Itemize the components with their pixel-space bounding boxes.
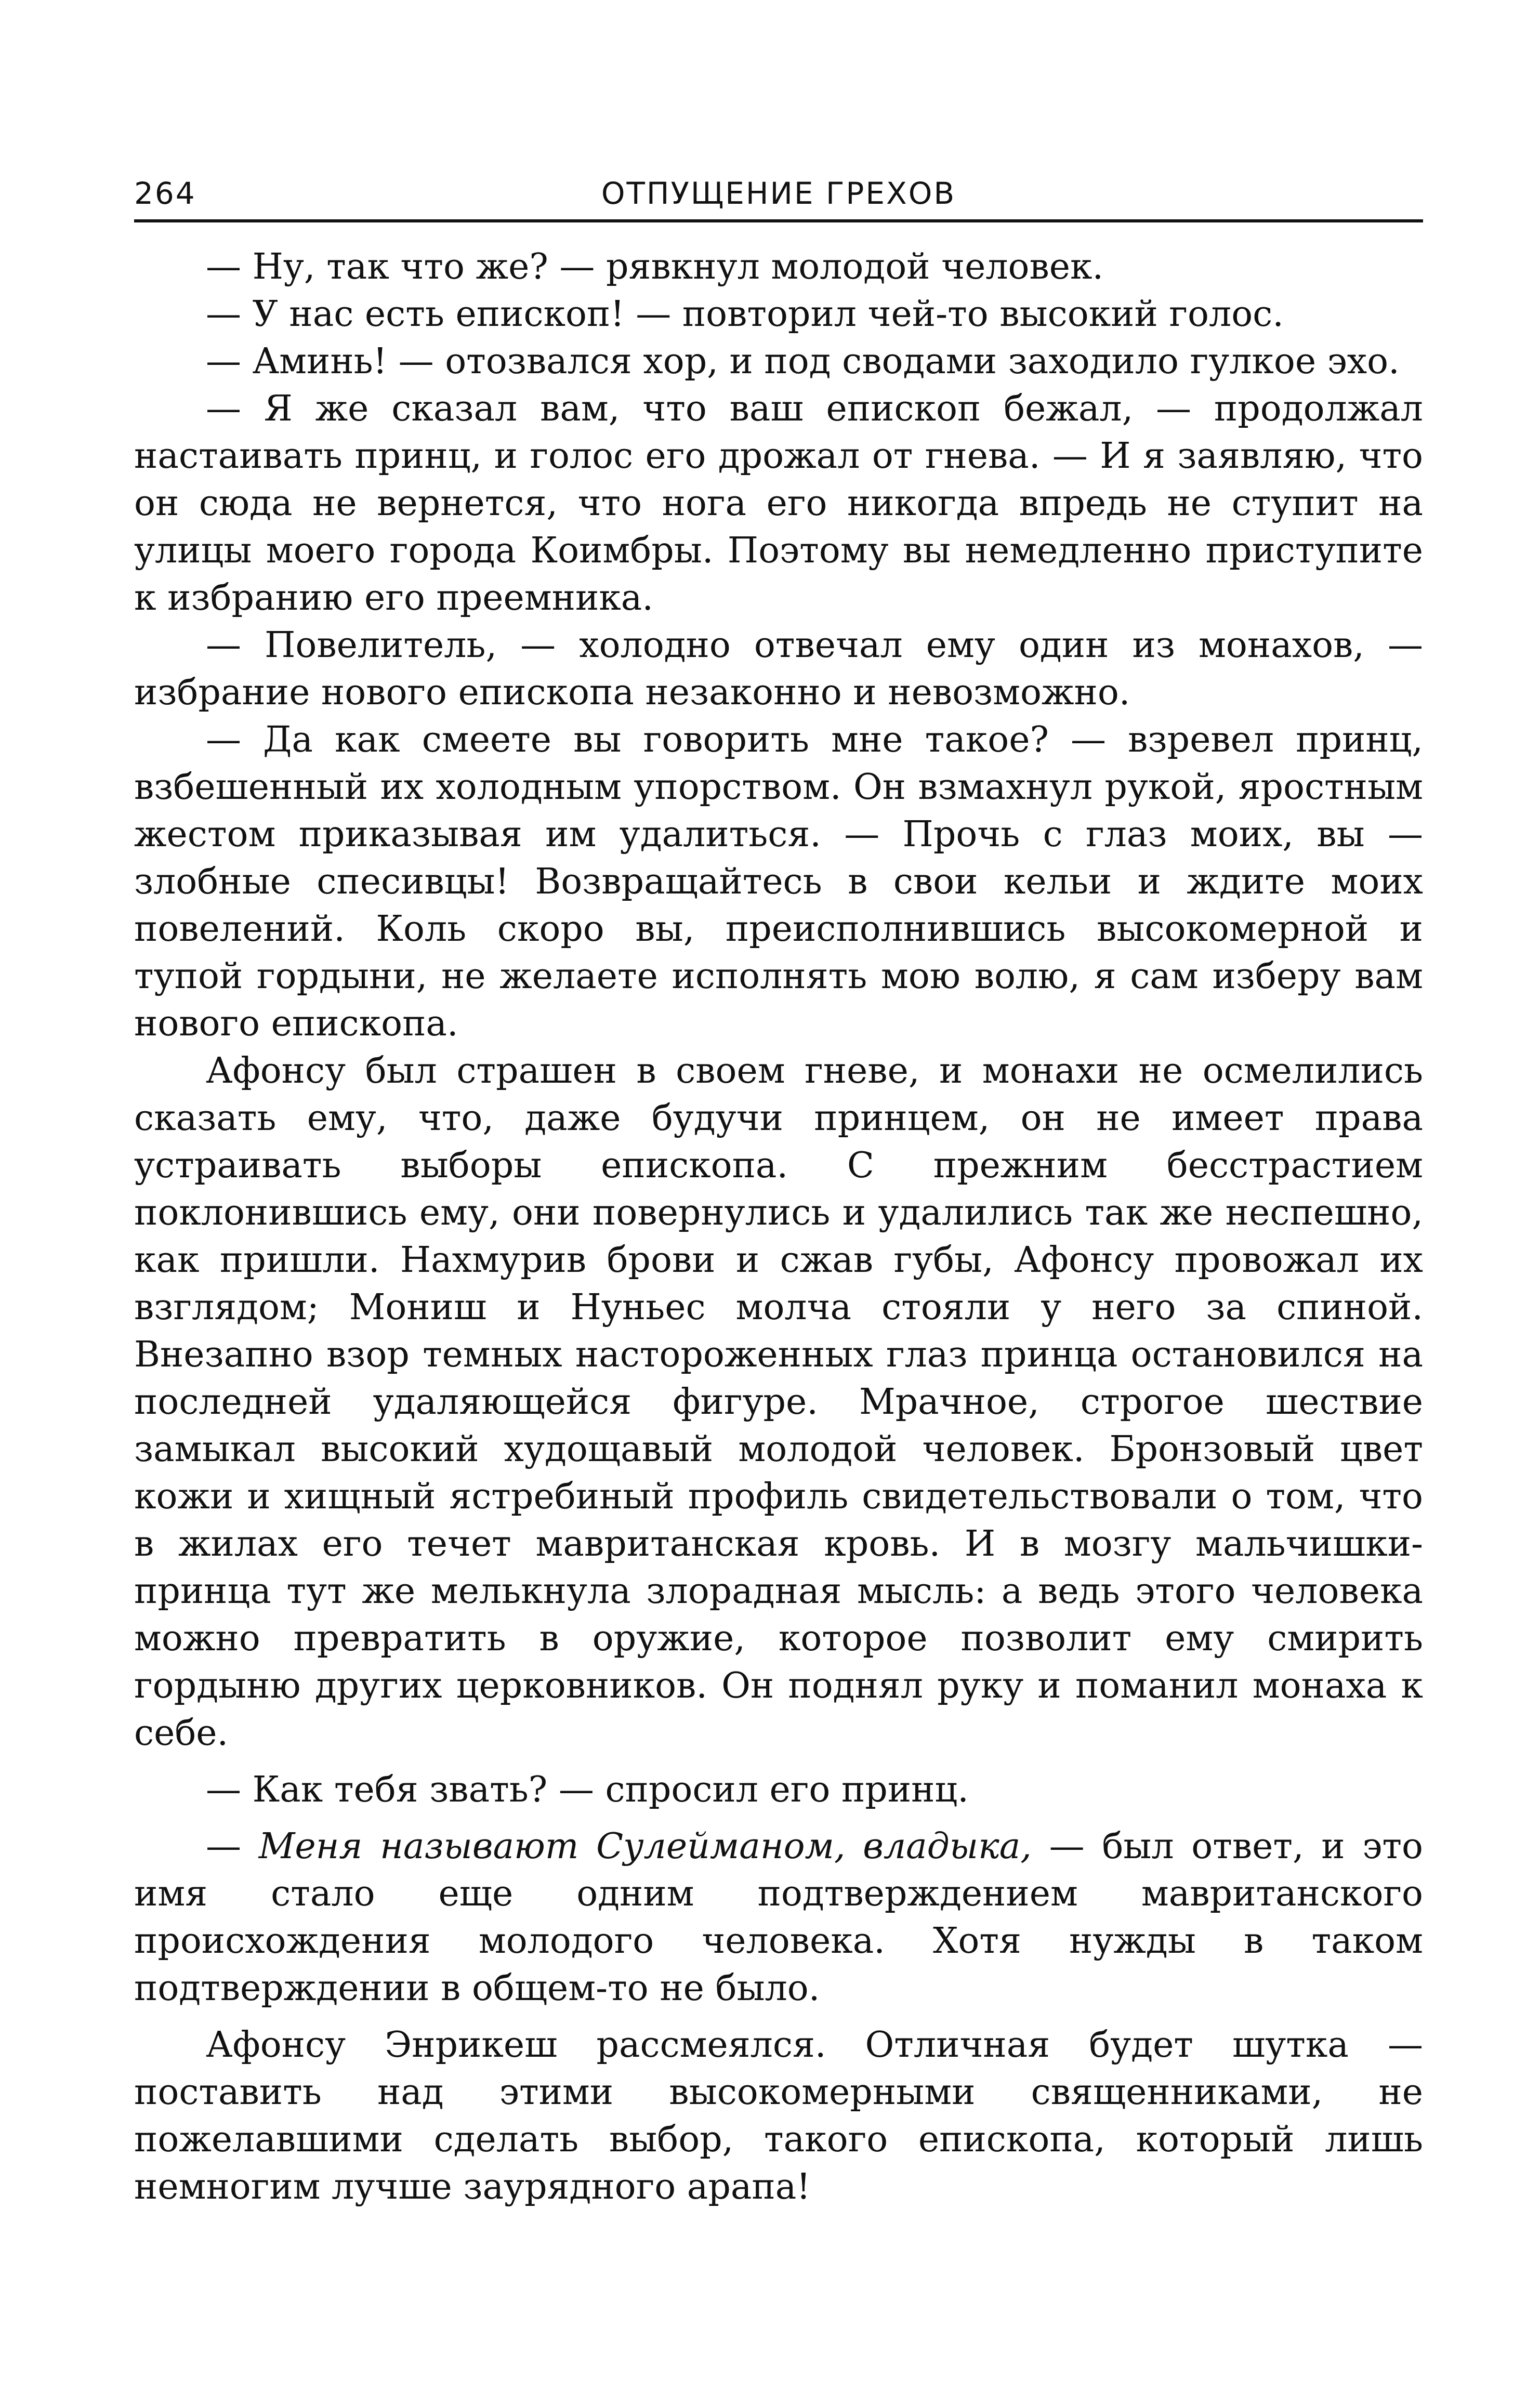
book-page <box>134 172 1423 2211</box>
dialogue-dash: — <box>206 1826 259 1867</box>
paragraph-3: — Аминь! — отозвался хор, и под сводами заходило гулкое эхо. <box>206 341 1400 382</box>
page-number: 264 <box>134 176 196 211</box>
paragraph-9-rest: — был ответ, и это имя стало еще одним подтверждением мавританского происхождения молодого человека. Хотя нужды в таком подтверждении в общем-то не было. <box>134 1826 1423 2009</box>
running-title: ОТПУЩЕНИЕ ГРЕХОВ <box>601 176 956 211</box>
paragraph-7: Афонсу был страшен в своем гневе, и монахи не осмелились сказать ему, что, даже будучи принцем, он не имеет права устраивать выборы епископа. С прежним бесстрастием поклонившись ему, они повернулись и удалились так же неспешно, как пришли. Нахмурив брови и сжав губы, Афонсу провожал их взглядом; Мониш и Нуньес молча стояли у него за спиной. Внезапно взор темных настороженных глаз принца остановился на последней удаляющейся фигуре. Мрачное, строгое шествие замыкал высокий худощавый молодой человек. Бронзовый цвет кожи и хищный ястребиный профиль свидетельствовали о том, что в жилах его течет мавританская кровь. И в мозгу мальчишки-принца тут же мелькнула злорадная мысль: а ведь этого человека можно превратить в оружие, которое позволит ему смирить гордыню других церковников. Он поднял руку и поманил монаха к себе. <box>134 1050 1423 1754</box>
paragraph-9 <box>134 1823 1423 2012</box>
paragraph-1: — Ну, так что же? — рявкнул молодой человек. <box>206 246 1104 287</box>
running-head <box>134 172 1423 222</box>
paragraph-8: — Как тебя звать? — спросил его принц. <box>206 1769 969 1810</box>
paragraph-6: — Да как смеете вы говорить мне такое? — взревел принц, взбешенный их холодным упорством. Он взмахнул рукой, яростным жестом приказывая им удалиться. — Прочь с глаз моих, вы — злобные спесивцы! Возвращайтесь в свои кельи и ждите моих повелений. Коль скоро вы, преисполнившись высокомерной и тупой гордыни, не желаете исполнять мою волю, я сам изберу вам нового епископа. <box>134 719 1423 1044</box>
paragraph-4: — Я же сказал вам, что ваш епископ бежал, — продолжал настаивать принц, и голос его дрожал от гнева. — И я заявляю, что он сюда не вернется, что нога его никогда впредь не ступит на улицы моего города Коимбры. Поэтому вы немедленно приступите к избранию его преемника. <box>134 388 1423 619</box>
body-text <box>134 243 1423 2211</box>
paragraph-10: Афонсу Энрикеш рассмеялся. Отличная будет шутка — поставить над этими высокомерными священниками, не пожелавшими сделать выбор, такого епископа, который лишь немногим лучше заурядного арапа! <box>134 2024 1423 2207</box>
paragraph-2: — У нас есть епископ! — повторил чей-то высокий голос. <box>206 294 1284 335</box>
paragraph-5: — Повелитель, — холодно отвечал ему один из монахов, — избрание нового епископа незаконно и невозможно. <box>134 625 1423 713</box>
italic-speech: Меня называют Сулейманом, владыка, <box>258 1826 1032 1867</box>
